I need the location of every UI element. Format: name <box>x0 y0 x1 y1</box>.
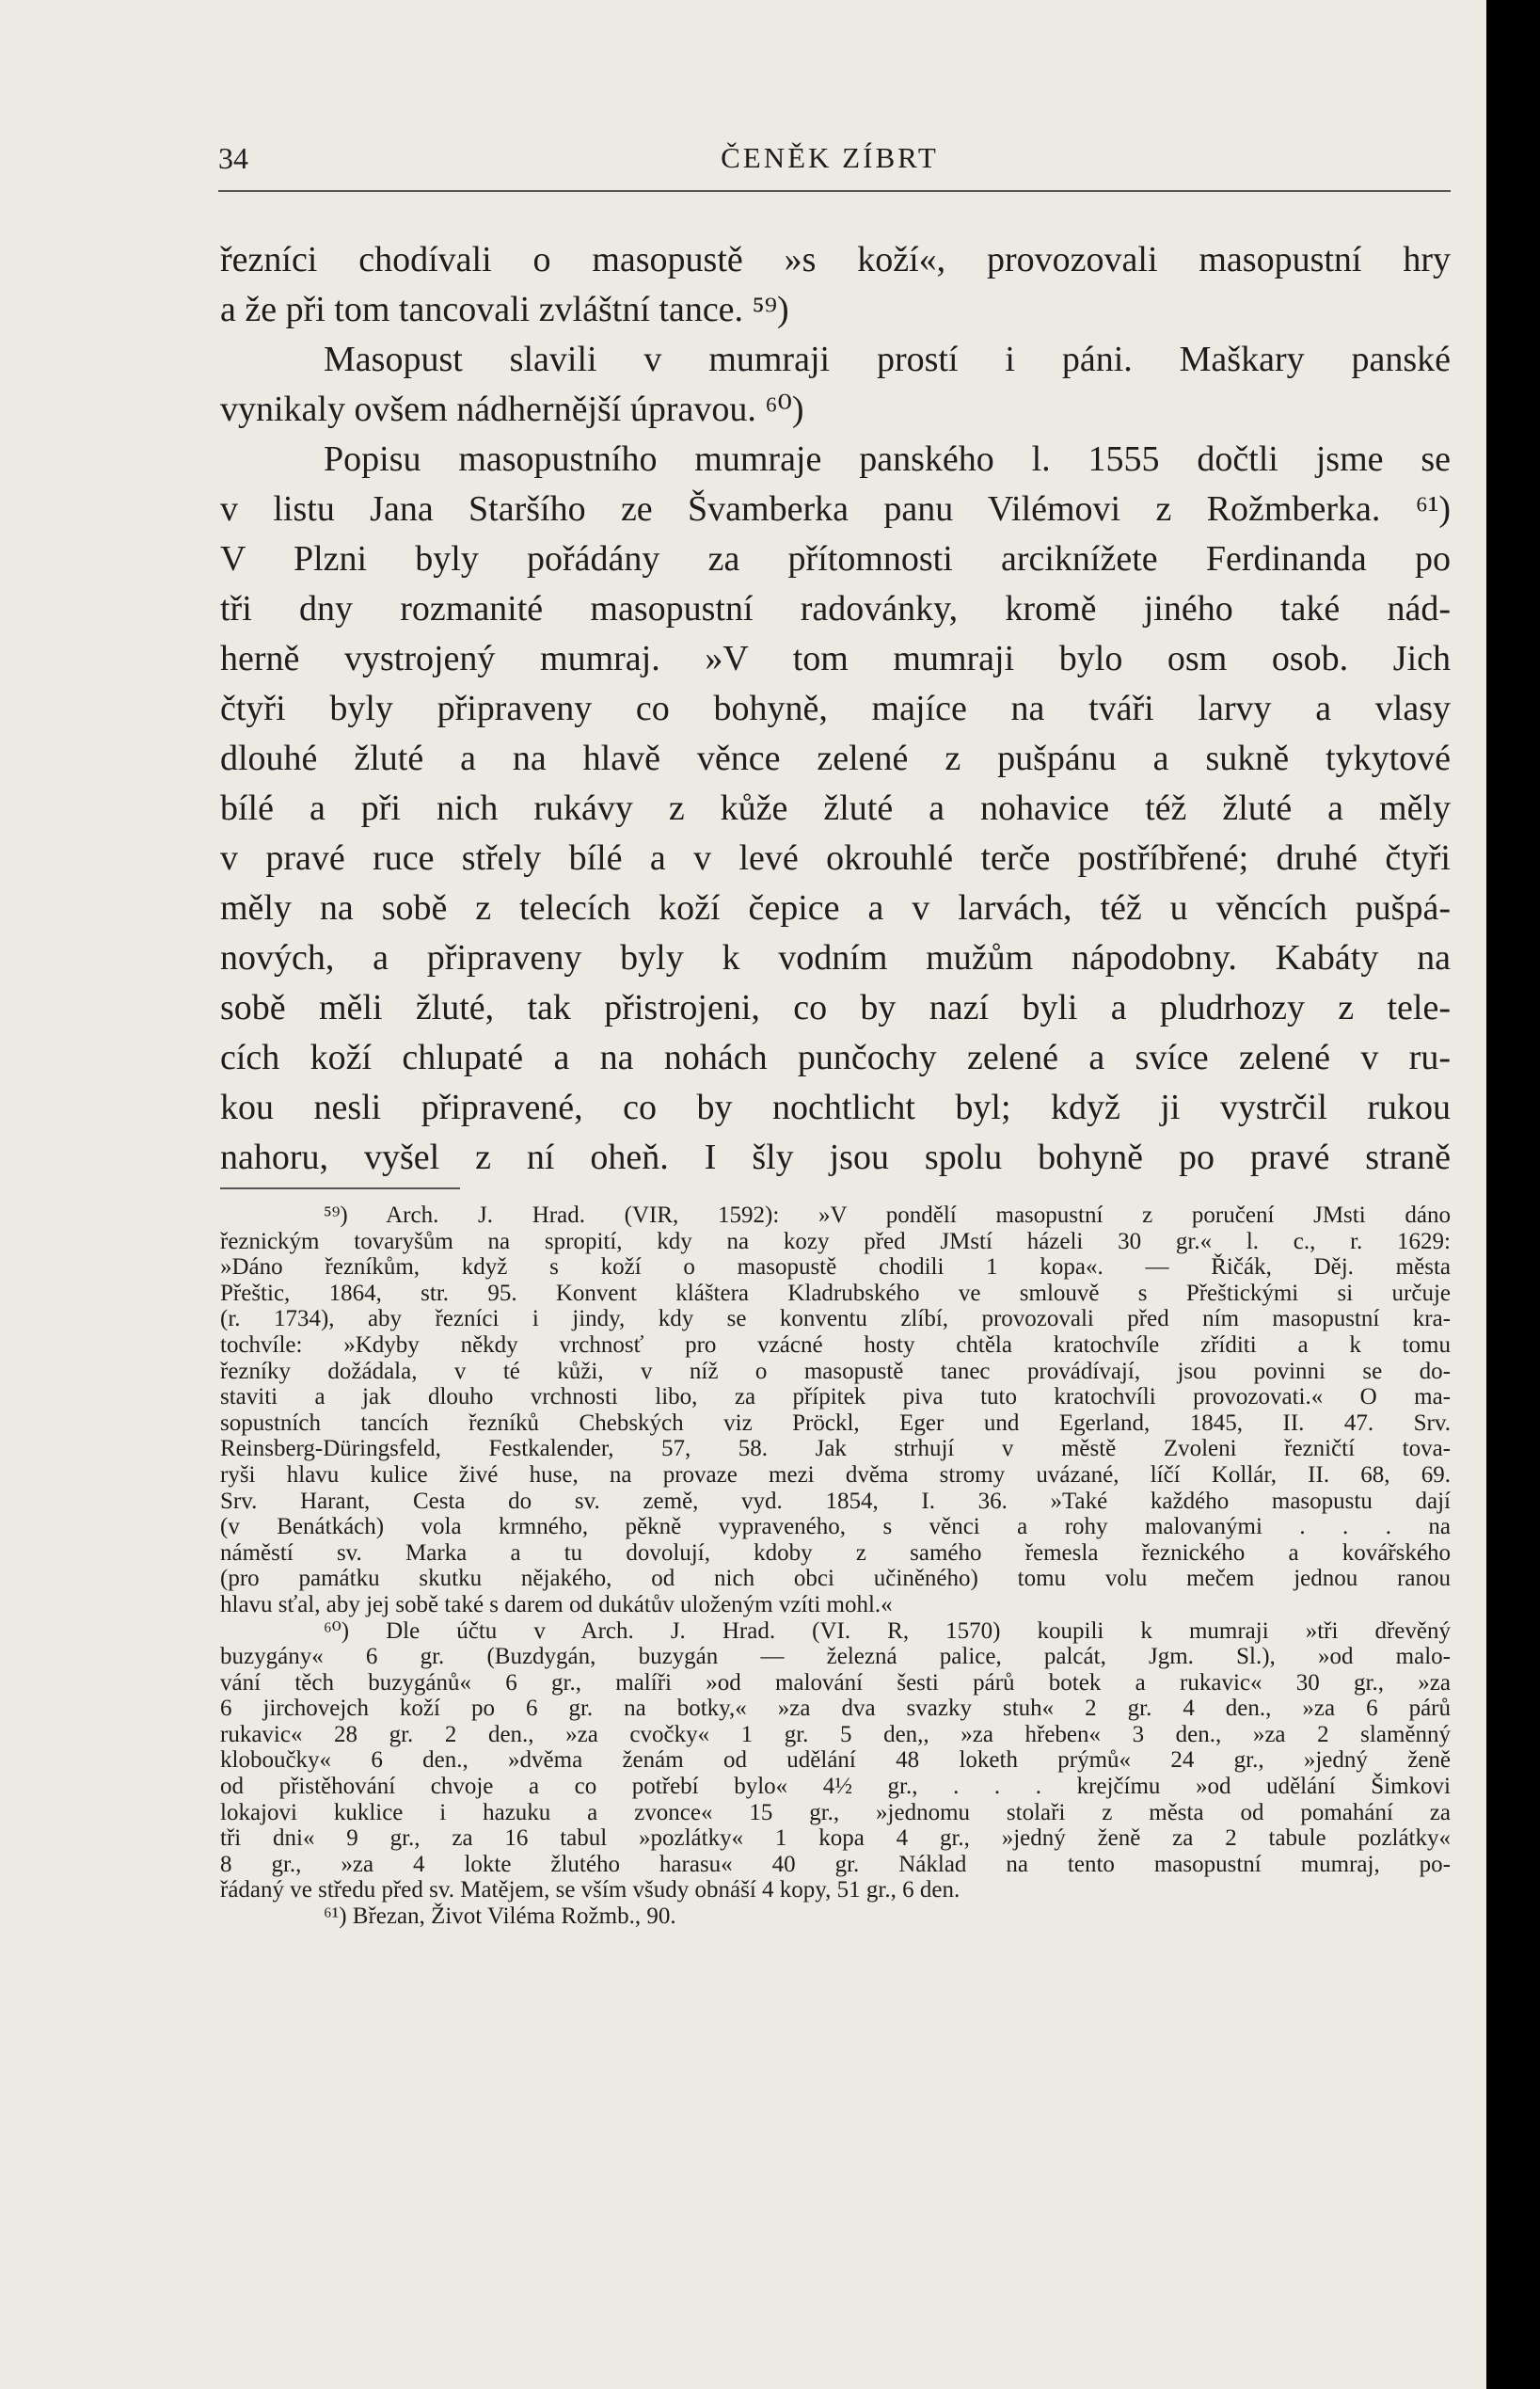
footnote-line: (v Benátkách) vola krmného, pěkně vypraveného, s věnci a rohy malovanými . . . na <box>220 1514 1451 1540</box>
footnote-line: Přeštic, 1864, str. 95. Konvent kláštera Kladrubského ve smlouvě s Přeštickými si určuje <box>220 1280 1451 1306</box>
footnotes <box>220 1202 1451 1930</box>
text-line: řezníci chodívali o masopustě »s koží«, provozovali masopustní hry <box>220 240 1451 279</box>
footnote-line: vání těch buzygánů« 6 gr., malíři »od malování šesti párů botek a rukavic« 30 gr., »za <box>220 1669 1451 1696</box>
footnote-line: Reinsberg-Düringsfeld, Festkalender, 57, 58. Jak strhují v městě Zvoleni řezničtí tova- <box>220 1436 1451 1462</box>
text-line: v listu Jana Staršího ze Švamberka panu Vilémovi z Rožmberka. ⁶¹) <box>220 489 1451 529</box>
text-line: a že při tom tancovali zvláštní tance. ⁵⁹) <box>220 290 789 329</box>
running-title: ČENĚK ZÍBRT <box>721 141 939 174</box>
footnote-line: »Dáno řezníkům, když s koží o masopustě chodili 1 kopa«. — Řičák, Děj. města <box>220 1254 1451 1281</box>
footnote-line: sopustních tancích řezníků Chebských viz Pröckl, Eger und Egerland, 1845, II. 47. Srv. <box>220 1410 1451 1436</box>
footnote-line: (pro památku skutku nějakého, od nich obci učiněného) tomu volu mečem jednou ranou <box>220 1566 1451 1592</box>
footnote-line: buzygány« 6 gr. (Buzdygán, buzygán — železná palice, palcát, Jgm. Sl.), »od malo- <box>220 1644 1451 1670</box>
footnote-line: řezníky dožádala, v té kůži, v níž o masopustě tanec provádívají, jsou povinni se do- <box>220 1358 1451 1384</box>
text-line: měly na sobě z telecích koží čepice a v larvách, též u věncích pušpá- <box>220 888 1451 928</box>
text-line: nahoru, vyšel z ní oheň. I šly jsou spolu bohyně po pravé straně <box>220 1138 1451 1177</box>
body-text <box>220 235 1451 1183</box>
text-line: bílé a při nich rukávy z kůže žluté a nohavice též žluté a měly <box>220 788 1451 828</box>
footnote-line: tochvíle: »Kdyby někdy vrchnosť pro vzácné hosty chtěla kratochvíle zříditi a k tomu <box>220 1331 1451 1358</box>
footnote-line: ⁶⁰) Dle účtu v Arch. J. Hrad. (VI. R, 1570) koupili k mumraji »tři dřevěný <box>324 1617 1451 1644</box>
text-line: cích koží chlupaté a na nohách punčochy zelené a svíce zelené v ru- <box>220 1038 1451 1077</box>
page-header <box>218 141 1441 188</box>
footnote-line: (r. 1734), aby řezníci i jindy, kdy se konventu zlíbí, provozovali před ním masopustní kra- <box>220 1306 1451 1332</box>
text-line: sobě měli žluté, tak přistrojeni, co by nazí byli a pludrhozy z tele- <box>220 988 1451 1027</box>
text-line: Popisu masopustního mumraje panského l. 1555 dočtli jsme se <box>324 439 1451 479</box>
footnote-line: ⁵⁹) Arch. J. Hrad. (VIR, 1592): »V pondělí masopustní z poručení JMsti dáno <box>324 1202 1451 1228</box>
footnote-line: 8 gr., »za 4 lokte žlutého harasu« 40 gr. Náklad na tento masopustní mumraj, po- <box>220 1851 1451 1877</box>
footnote-line: tři dni« 9 gr., za 16 tabul »pozlátky« 1 kopa 4 gr., »jedný ženě za 2 tabule pozlátky« <box>220 1825 1451 1852</box>
footnote-line: staviti a jak dlouho vrchnosti libo, za přípitek piva tuto kratochvíli provozovati.« O ma- <box>220 1384 1451 1410</box>
text-line: V Plzni byly pořádány za přítomnosti arciknížete Ferdinanda po <box>220 539 1451 579</box>
footnote-line: rukavic« 28 gr. 2 den., »za cvočky« 1 gr. 5 den,, »za hřeben« 3 den., »za 2 slaměnný <box>220 1721 1451 1747</box>
header-rule <box>218 190 1451 192</box>
footnote-line: hlavu sťal, aby jej sobě také s darem od dukátův uloženým vzíti mohl.« <box>220 1591 893 1617</box>
footnote-line: řádaný ve středu před sv. Matějem, se vším všudy obnáší 4 kopy, 51 gr., 6 den. <box>220 1877 961 1903</box>
footnote-line: ryši hlavu kulice živé huse, na provaze mezi dvěma stromy uvázané, líčí Kollár, II. 68, 69. <box>220 1461 1451 1488</box>
text-line: herně vystrojený mumraj. »V tom mumraji bylo osm osob. Jich <box>220 639 1451 678</box>
footnote-line: 6 jirchovejch koží po 6 gr. na botky,« »za dva svazky stuh« 2 gr. 4 den., »za 6 párů <box>220 1696 1451 1722</box>
text-line: čtyři byly připraveny co bohyně, majíce na tváři larvy a vlasy <box>220 689 1451 728</box>
text-line: dlouhé žluté a na hlavě věnce zelené z pušpánu a sukně tykytové <box>220 739 1451 778</box>
text-line: kou nesli připravené, co by nochtlicht byl; když ji vystrčil rukou <box>220 1088 1451 1127</box>
footnote-line: od přistěhování chvoje a co potřebí bylo« 4½ gr., . . . krejčímu »od udělání Šimkovi <box>220 1774 1451 1800</box>
footnote-line: Srv. Harant, Cesta do sv. země, vyd. 1854, I. 36. »Také každého masopustu dají <box>220 1488 1451 1514</box>
footnote-line: lokajovi kuklice i hazuku a zvonce« 15 gr., »jednomu stolaři z města od pomahání za <box>220 1799 1451 1825</box>
footnote-separator <box>220 1187 460 1189</box>
page-number: 34 <box>218 141 248 175</box>
scan-edge <box>1486 0 1540 2389</box>
text-line: tři dny rozmanité masopustní radovánky, kromě jiného také nád- <box>220 589 1451 629</box>
footnote-line: kloboučky« 6 den., »dvěma ženám od udělání 48 loketh prýmů« 24 gr., »jedný ženě <box>220 1747 1451 1774</box>
text-line: vynikaly ovšem nádhernější úpravou. ⁶⁰) <box>220 390 804 429</box>
text-line: v pravé ruce střely bílé a v levé okrouhlé terče postříbřené; druhé čtyři <box>220 838 1451 878</box>
footnote-line: náměstí sv. Marka a tu dovolují, kdoby z samého řemesla řeznického a kovářského <box>220 1539 1451 1566</box>
text-line: nových, a připraveny byly k vodním mužům nápodobny. Kabáty na <box>220 938 1451 978</box>
footnote-line: ⁶¹) Březan, Život Viléma Rožmb., 90. <box>324 1903 676 1930</box>
text-line: Masopust slavili v mumraji prostí i páni. Maškary panské <box>324 340 1451 379</box>
footnote-line: řeznickým tovaryšům na spropití, kdy na kozy před JMstí házeli 30 gr.« l. c., r. 1629: <box>220 1228 1451 1254</box>
